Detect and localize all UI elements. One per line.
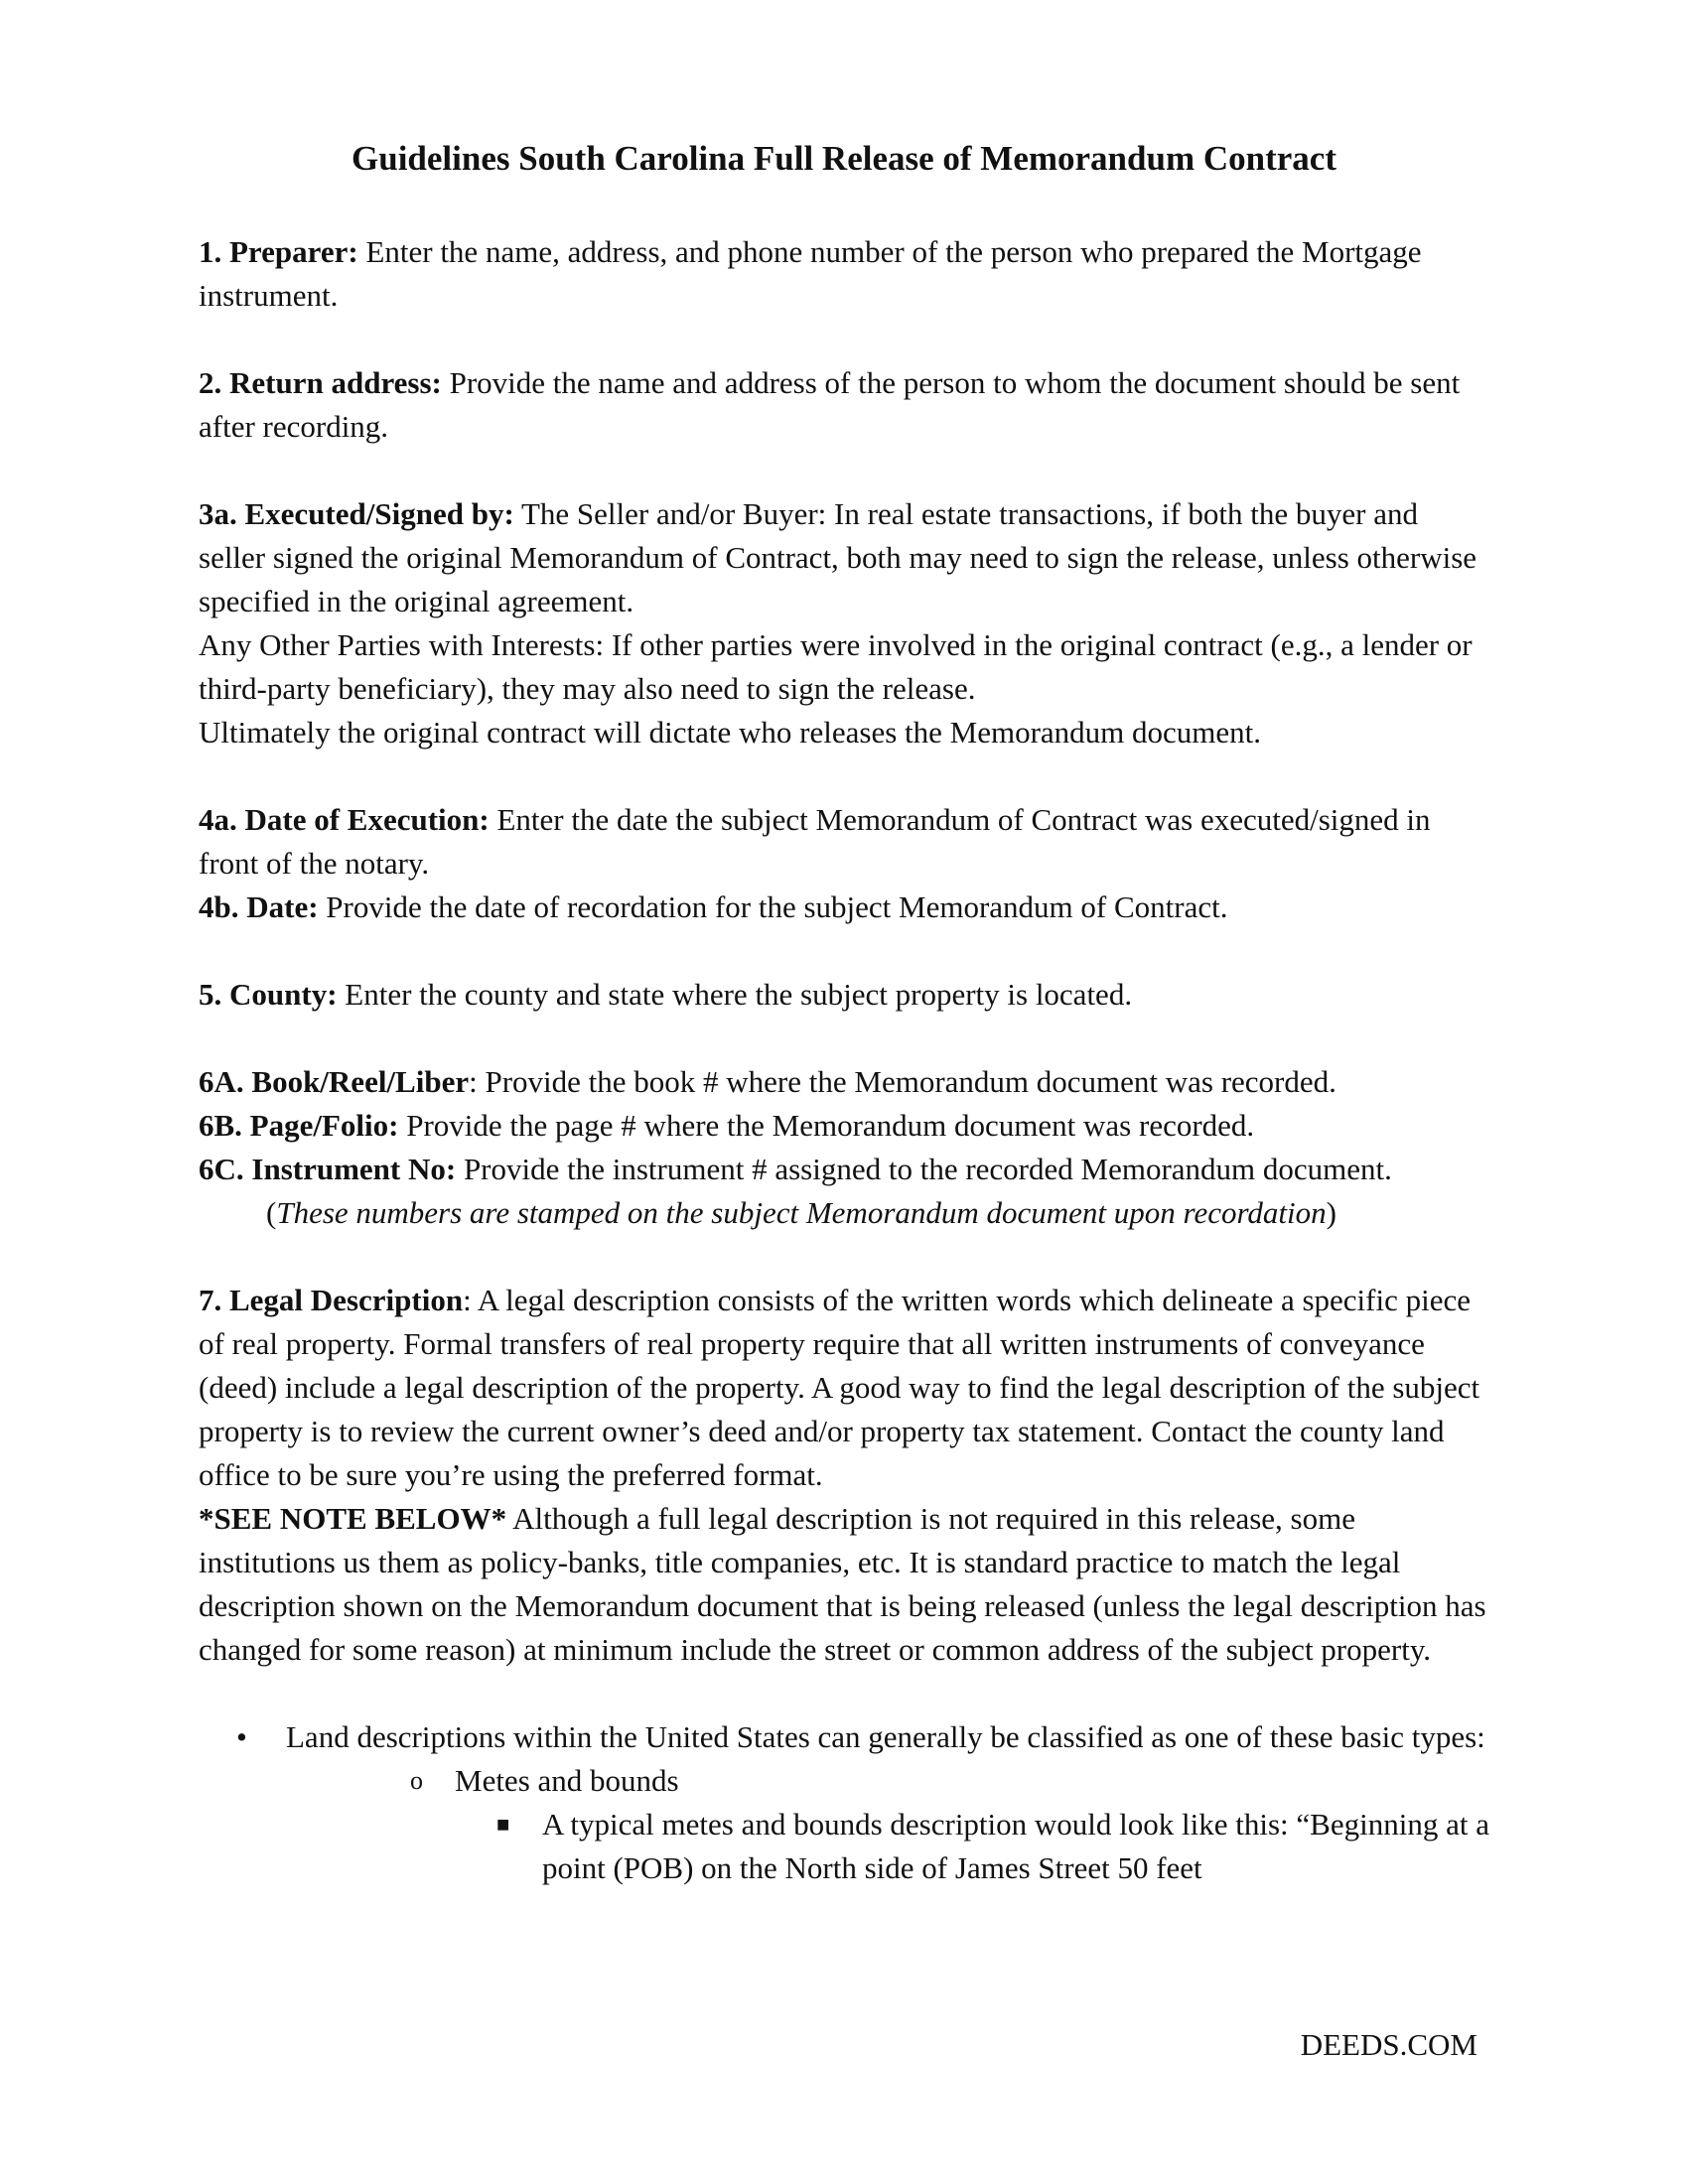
section-label: 2. Return address: bbox=[199, 365, 442, 400]
recording-note bbox=[199, 1191, 1489, 1235]
sub-list bbox=[286, 1759, 1489, 1890]
paragraph bbox=[199, 1279, 1489, 1497]
list-item bbox=[286, 1803, 1489, 1890]
paragraph bbox=[199, 798, 1489, 886]
list-item bbox=[286, 1759, 1489, 1890]
section-text: The Seller and/or Buyer: In real estate transactions, if both the buyer and seller signed the original Memorandum of Contract, both may need to sign the release, unless otherwise specified in the original agreement. bbox=[199, 496, 1477, 618]
document-body bbox=[199, 230, 1489, 1890]
section-text: Although a full legal description is not required in this release, some institutions us them as policy-banks, title companies, etc. It is standard practice to match the legal description shown on the Memorandum document that is being released (unless the legal description has changed for some reason) at minimum include the street or common address of the subject property. bbox=[199, 1501, 1486, 1667]
land-description-list bbox=[199, 1715, 1489, 1890]
list-item-text: Metes and bounds bbox=[455, 1763, 679, 1798]
section-text: : A legal description consists of the written words which delineate a specific piece of real property. Formal transfers of real property require that all written instruments of conveyance (deed) include a legal description of the property. A good way to find the legal description of the subject property is to review the current owner’s deed and/or property tax statement. Contact the county land office to be sure you’re using the preferred format. bbox=[199, 1283, 1480, 1492]
section-recording-info bbox=[199, 1060, 1489, 1235]
section-label: 6B. Page/Folio: bbox=[199, 1108, 399, 1143]
section-county bbox=[199, 973, 1489, 1017]
section-text: Provide the date of recordation for the subject Memorandum of Contract. bbox=[318, 889, 1228, 924]
bullet-dot-icon: • bbox=[236, 1719, 247, 1754]
bullet-circle-icon: o bbox=[410, 1766, 423, 1795]
list-item bbox=[199, 1715, 1489, 1890]
section-text: Provide the page # where the Memorandum document was recorded. bbox=[398, 1108, 1255, 1143]
paragraph bbox=[199, 973, 1489, 1017]
section-text: Enter the county and state where the subject property is located. bbox=[337, 977, 1133, 1012]
section-label: 3a. Executed/Signed by: bbox=[199, 496, 514, 531]
paragraph bbox=[199, 1104, 1489, 1148]
section-text: Provide the name and address of the person to whom the document should be sent after recording. bbox=[199, 365, 1461, 444]
section-label: 5. County: bbox=[199, 977, 338, 1012]
list-item-text: Land descriptions within the United States can generally be classified as one of these basic types: bbox=[286, 1719, 1485, 1754]
note-paren-close: ) bbox=[1326, 1195, 1336, 1230]
section-executed-by bbox=[199, 492, 1489, 754]
section-label: 4a. Date of Execution: bbox=[199, 802, 490, 837]
section-label: 6A. Book/Reel/Liber bbox=[199, 1064, 470, 1099]
section-dates bbox=[199, 798, 1489, 929]
section-text: Enter the date the subject Memorandum of Contract was executed/signed in front of the notary. bbox=[199, 802, 1431, 881]
section-text: Provide the instrument # assigned to the recorded Memorandum document. bbox=[456, 1152, 1392, 1186]
document-title: Guidelines South Carolina Full Release of Memorandum Contract bbox=[352, 139, 1336, 178]
section-label: 4b. Date: bbox=[199, 889, 319, 924]
note-text: These numbers are stamped on the subject Memorandum document upon recordation bbox=[276, 1195, 1327, 1230]
paragraph bbox=[199, 230, 1489, 318]
note-paren-open: ( bbox=[266, 1195, 277, 1230]
section-legal-description bbox=[199, 1279, 1489, 1672]
footer-brand: DEEDS.COM bbox=[1300, 2027, 1477, 2062]
paragraph bbox=[199, 1191, 1489, 1235]
paragraph bbox=[199, 1060, 1489, 1104]
paragraph bbox=[199, 361, 1489, 449]
paragraph bbox=[199, 886, 1489, 929]
section-preparer bbox=[199, 230, 1489, 318]
paragraph bbox=[199, 1497, 1489, 1672]
paragraph bbox=[199, 492, 1489, 623]
sub-sub-list bbox=[455, 1803, 1489, 1890]
list-item-text: A typical metes and bounds description would look like this: “Beginning at a point (POB) on the North side of James Street 50 feet bbox=[542, 1807, 1489, 1885]
section-label: 6C. Instrument No: bbox=[199, 1152, 457, 1186]
section-label: 7. Legal Description bbox=[199, 1283, 464, 1317]
bullet-square-icon: ■ bbox=[496, 1812, 510, 1837]
paragraph: Any Other Parties with Interests: If other parties were involved in the original contract (e.g., a lender or third-party beneficiary), they may also need to sign the release. bbox=[199, 627, 1473, 706]
paragraph bbox=[199, 1148, 1489, 1191]
section-text: : Provide the book # where the Memorandum document was recorded. bbox=[469, 1064, 1336, 1099]
section-return-address bbox=[199, 361, 1489, 449]
section-label: 1. Preparer: bbox=[199, 234, 358, 269]
note-label: *SEE NOTE BELOW* bbox=[199, 1501, 507, 1536]
paragraph: Ultimately the original contract will dictate who releases the Memorandum document. bbox=[199, 715, 1262, 750]
section-text: Enter the name, address, and phone number of the person who prepared the Mortgage instrument. bbox=[199, 234, 1422, 313]
